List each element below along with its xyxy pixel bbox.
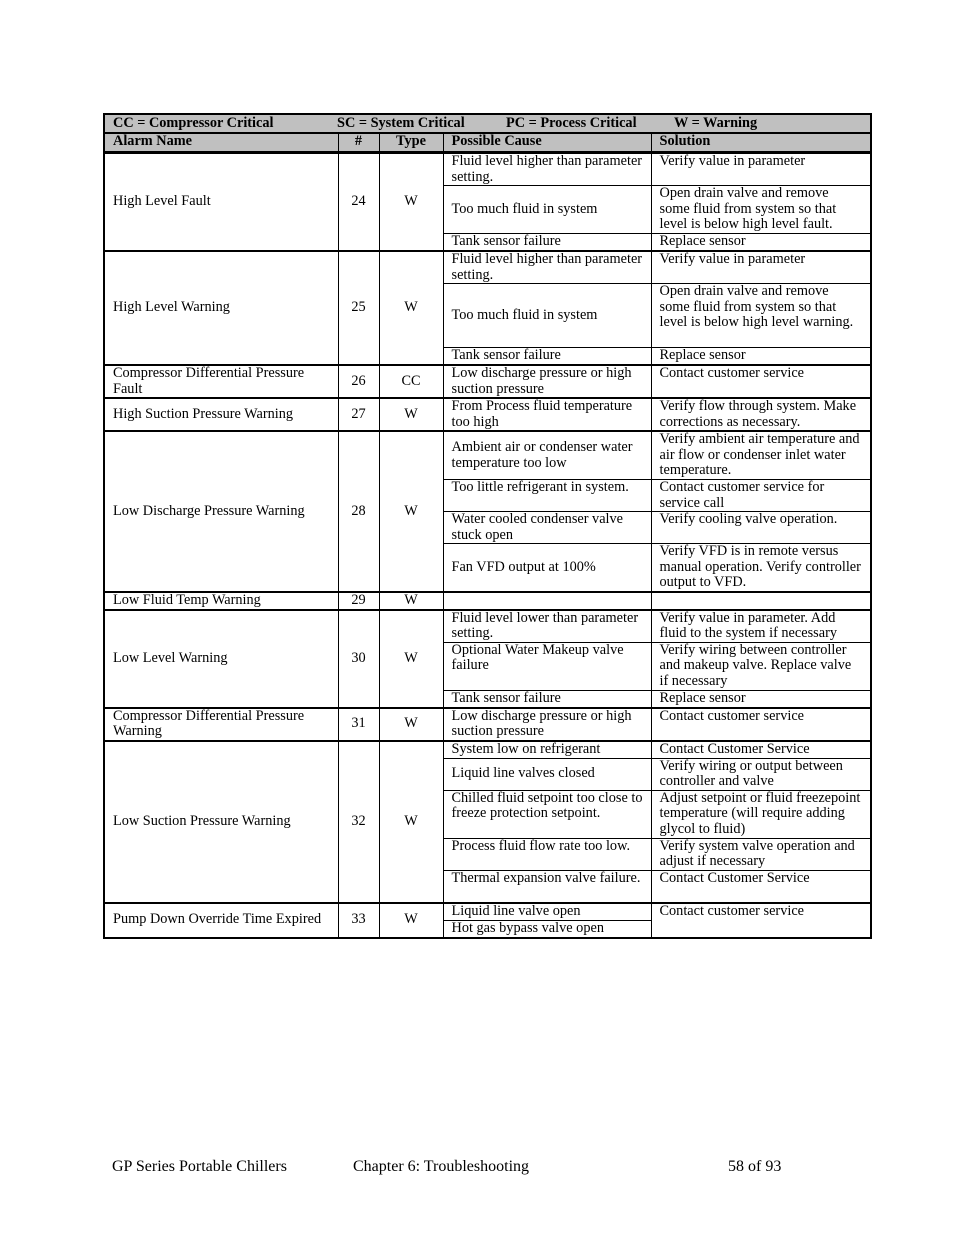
alarm-name: Compressor Differential Pressure Fault — [104, 365, 338, 398]
solution: Verify cooling valve operation. — [651, 512, 871, 544]
table-row — [104, 431, 871, 480]
alarm-table — [103, 113, 872, 939]
solution: Verify flow through system. Make corrections as necessary. — [651, 398, 871, 431]
possible-cause — [443, 592, 651, 610]
alarm-name: Low Level Warning — [104, 610, 338, 708]
alarm-number: 26 — [338, 365, 379, 398]
solution: Contact customer service — [651, 365, 871, 398]
alarm-body — [104, 153, 871, 938]
header-solution: Solution — [651, 133, 871, 153]
solution: Verify VFD is in remote versus manual operation. Verify controller output to VFD. — [651, 544, 871, 593]
solution: Verify ambient air temperature and air flow or condenser inlet water temperature. — [651, 431, 871, 480]
possible-cause: Thermal expansion valve failure. — [443, 870, 651, 903]
possible-cause: Too much fluid in system — [443, 186, 651, 234]
solution: Verify value in parameter. Add fluid to the system if necessary — [651, 610, 871, 643]
alarm-number: 27 — [338, 398, 379, 431]
alarm-name: Low Suction Pressure Warning — [104, 741, 338, 903]
possible-cause: System low on refrigerant — [443, 741, 651, 759]
alarm-type: W — [379, 903, 443, 938]
alarm-type: W — [379, 708, 443, 741]
alarm-number: 31 — [338, 708, 379, 741]
solution: Contact customer service — [651, 708, 871, 741]
header-alarm-name: Alarm Name — [104, 133, 338, 153]
possible-cause: Liquid line valves closed — [443, 758, 651, 790]
solution: Open drain valve and remove some fluid from system so that level is below high level fault. — [651, 186, 871, 234]
alarm-type: W — [379, 251, 443, 365]
possible-cause: Hot gas bypass valve open — [443, 920, 651, 938]
solution — [651, 592, 871, 610]
solution: Replace sensor — [651, 234, 871, 252]
legend-w: W = Warning — [674, 114, 758, 131]
footer-page-number: 58 of 93 — [728, 1158, 782, 1175]
alarm-number: 30 — [338, 610, 379, 708]
alarm-name: Low Discharge Pressure Warning — [104, 431, 338, 592]
possible-cause: Too little refrigerant in system. — [443, 480, 651, 512]
possible-cause: Chilled fluid setpoint too close to freeze protection setpoint. — [443, 790, 651, 838]
table-row — [104, 903, 871, 921]
alarm-number: 25 — [338, 251, 379, 365]
alarm-name: High Suction Pressure Warning — [104, 398, 338, 431]
solution: Contact customer service for service call — [651, 480, 871, 512]
alarm-type: W — [379, 741, 443, 903]
solution: Open drain valve and remove some fluid from system so that level is below high level warning. — [651, 284, 871, 348]
possible-cause: Low discharge pressure or high suction pressure — [443, 365, 651, 398]
table-row — [104, 610, 871, 643]
alarm-type: W — [379, 153, 443, 252]
footer-chapter: Chapter 6: Troubleshooting — [353, 1158, 530, 1175]
table-row — [104, 153, 871, 186]
alarm-number: 24 — [338, 153, 379, 252]
header-cause: Possible Cause — [443, 133, 651, 153]
alarm-number: 28 — [338, 431, 379, 592]
possible-cause: Fan VFD output at 100% — [443, 544, 651, 593]
alarm-type: CC — [379, 365, 443, 398]
solution: Verify value in parameter — [651, 153, 871, 186]
table-row — [104, 251, 871, 284]
possible-cause: Process fluid flow rate too low. — [443, 838, 651, 870]
table-row — [104, 592, 871, 610]
table-row — [104, 708, 871, 741]
table-row — [104, 741, 871, 759]
possible-cause: Tank sensor failure — [443, 234, 651, 252]
header-number: # — [338, 133, 379, 153]
header-type: Type — [379, 133, 443, 153]
solution: Replace sensor — [651, 348, 871, 366]
possible-cause: Low discharge pressure or high suction pressure — [443, 708, 651, 741]
alarm-type: W — [379, 431, 443, 592]
legend-sc: SC = System Critical — [337, 114, 465, 131]
legend-row — [104, 114, 871, 133]
alarm-name: High Level Warning — [104, 251, 338, 365]
header-row — [104, 133, 871, 153]
alarm-name: High Level Fault — [104, 153, 338, 252]
alarm-type: W — [379, 592, 443, 610]
legend-pc: PC = Process Critical — [506, 114, 637, 131]
alarm-number: 33 — [338, 903, 379, 938]
footer-product: GP Series Portable Chillers — [112, 1158, 287, 1175]
table-row — [104, 398, 871, 431]
solution: Verify value in parameter — [651, 251, 871, 284]
possible-cause: From Process fluid temperature too high — [443, 398, 651, 431]
possible-cause: Too much fluid in system — [443, 284, 651, 348]
possible-cause: Tank sensor failure — [443, 348, 651, 366]
solution: Verify wiring between controller and makeup valve. Replace valve if necessary — [651, 642, 871, 690]
alarm-type: W — [379, 610, 443, 708]
solution: Verify wiring or output between controller and valve — [651, 758, 871, 790]
possible-cause: Tank sensor failure — [443, 690, 651, 708]
alarm-number: 32 — [338, 741, 379, 903]
solution: Contact Customer Service — [651, 741, 871, 759]
possible-cause: Fluid level higher than parameter setting. — [443, 153, 651, 186]
alarm-name: Compressor Differential Pressure Warning — [104, 708, 338, 741]
alarm-number: 29 — [338, 592, 379, 610]
possible-cause: Optional Water Makeup valve failure — [443, 642, 651, 690]
solution: Replace sensor — [651, 690, 871, 708]
alarm-name: Pump Down Override Time Expired — [104, 903, 338, 938]
alarm-type: W — [379, 398, 443, 431]
possible-cause: Liquid line valve open — [443, 903, 651, 921]
possible-cause: Fluid level higher than parameter setting. — [443, 251, 651, 284]
solution: Contact Customer Service — [651, 870, 871, 903]
solution: Adjust setpoint or fluid freezepoint temperature (will require adding glycol to fluid) — [651, 790, 871, 838]
legend-cc: CC = Compressor Critical — [113, 114, 274, 131]
possible-cause: Fluid level lower than parameter setting. — [443, 610, 651, 643]
possible-cause: Water cooled condenser valve stuck open — [443, 512, 651, 544]
possible-cause: Ambient air or condenser water temperature too low — [443, 431, 651, 480]
legend-cell — [104, 114, 871, 133]
alarm-name: Low Fluid Temp Warning — [104, 592, 338, 610]
solution: Contact customer service — [651, 903, 871, 938]
solution: Verify system valve operation and adjust if necessary — [651, 838, 871, 870]
table-row — [104, 365, 871, 398]
